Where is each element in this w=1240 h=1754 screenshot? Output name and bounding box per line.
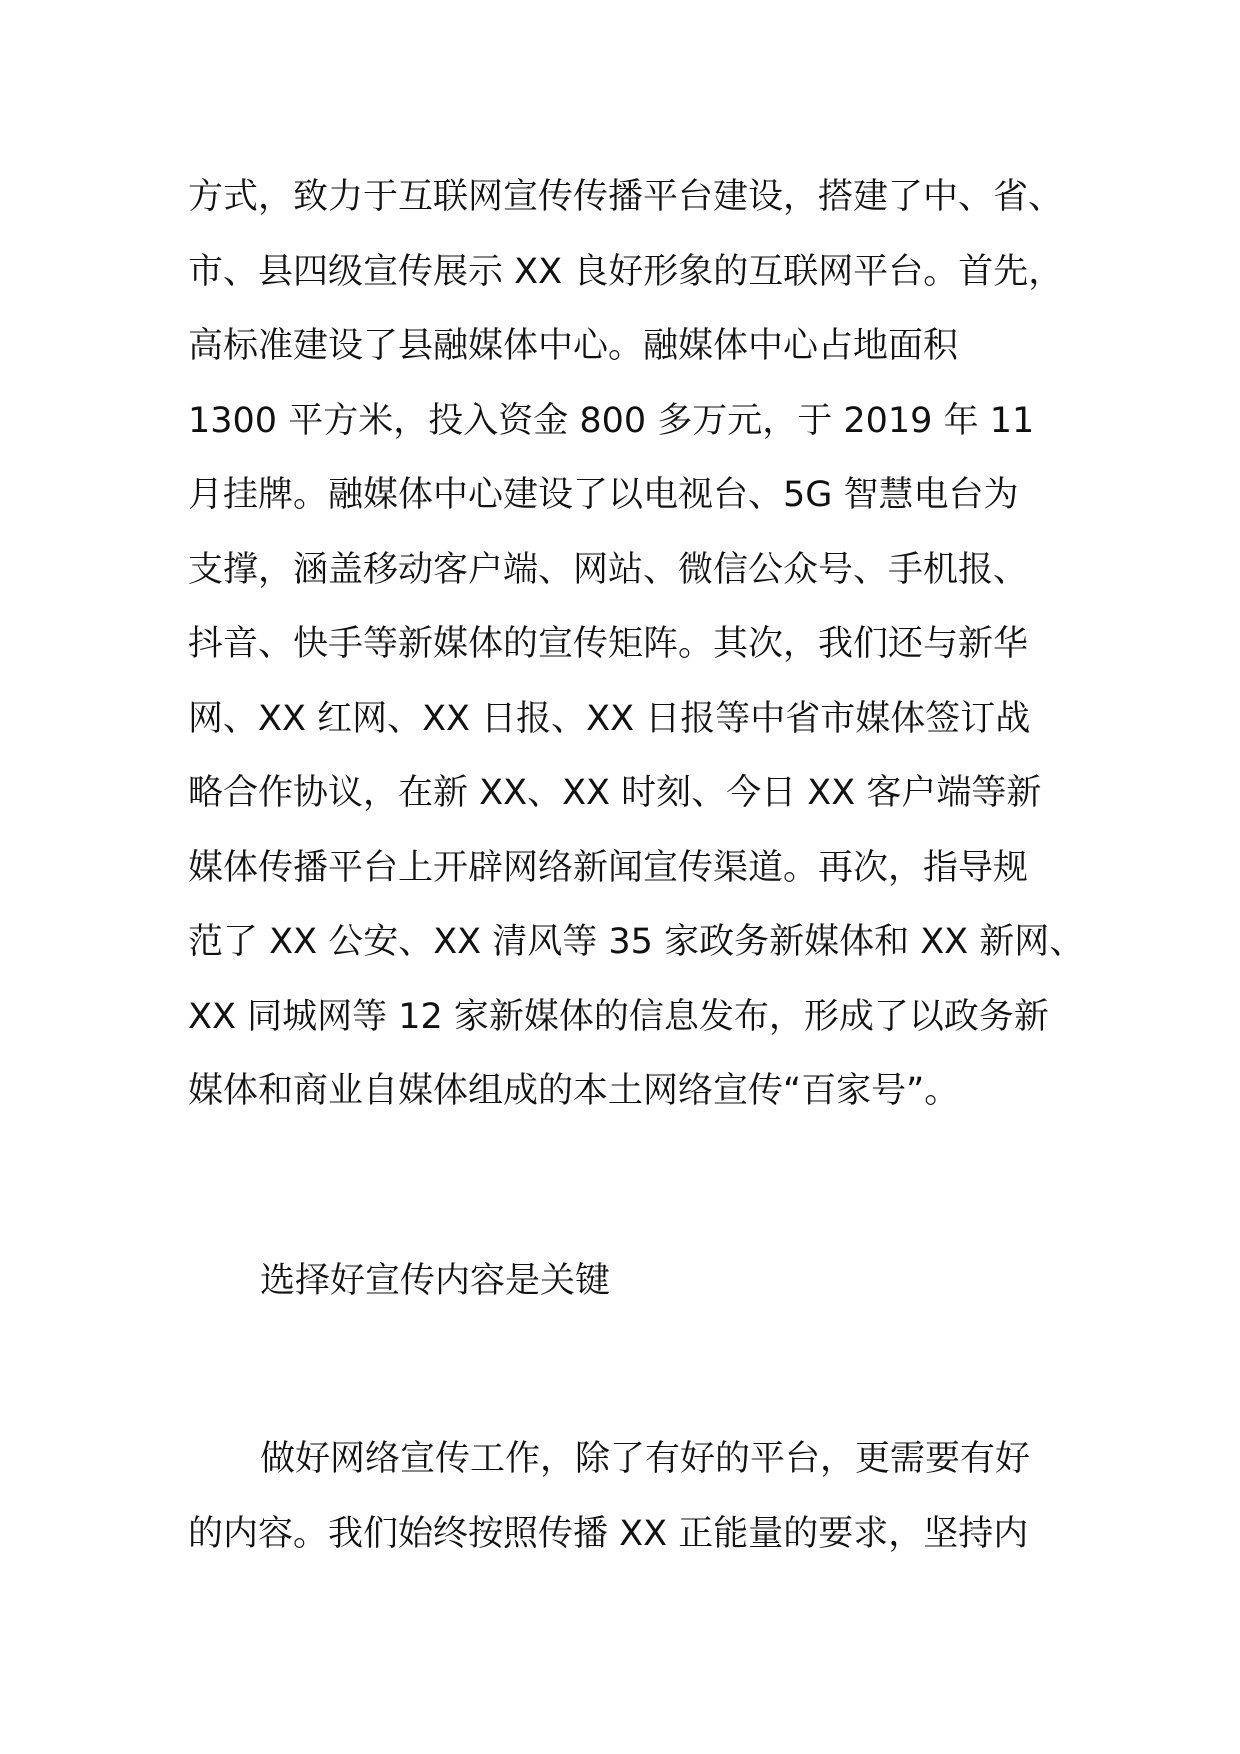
- text-line: 媒体和商业自媒体组成的本土网络宣传“百家号”。: [188, 1071, 960, 1111]
- text-line: 的内容。我们始终按照传播 XX 正能量的要求，坚持内: [188, 1513, 1029, 1554]
- text-line: 范了 XX 公安、XX 清风等 35 家政务新媒体和 XX 新网、: [188, 922, 1085, 962]
- text-line: 方式，致力于互联网宣传传播平台建设，搭建了中、省、: [188, 177, 1064, 217]
- text-line: 抖音、快手等新媒体的宣传矩阵。其次，我们还与新华: [188, 624, 1029, 664]
- section-heading: 选择好宣传内容是关键: [260, 1261, 611, 1301]
- section-heading-block: [188, 1244, 1088, 1319]
- text-line: 略合作协议，在新 XX、XX 时刻、今日 XX 客户端等新: [188, 773, 1042, 813]
- text-line: 做好网络宣传工作，除了有好的平台，更需要有好: [260, 1439, 1031, 1479]
- text-line: 市、县四级宣传展示 XX 良好形象的互联网平台。首先，: [188, 251, 1064, 292]
- text-line: 高标准建设了县融媒体中心。融媒体中心占地面积: [188, 326, 959, 366]
- text-line: 1300 平方米，投入资金 800 多万元，于 2019 年 11: [188, 400, 1035, 441]
- text-line: 支撑，涵盖移动客户端、网站、微信公众号、手机报、: [188, 549, 1029, 590]
- paragraph-content-selection: [188, 1422, 1088, 1571]
- paragraph-platform-construction: [188, 160, 1088, 1129]
- text-line: XX 同城网等 12 家新媒体的信息发布，形成了以政务新: [188, 996, 1049, 1037]
- text-line: 月挂牌。融媒体中心建设了以电视台、5G 智慧电台为: [188, 475, 1019, 515]
- text-line: 网、XX 红网、XX 日报、XX 日报等中省市媒体签订战: [188, 698, 1031, 739]
- text-line: 媒体传播平台上开辟网络新闻宣传渠道。再次，指导规: [188, 847, 1029, 888]
